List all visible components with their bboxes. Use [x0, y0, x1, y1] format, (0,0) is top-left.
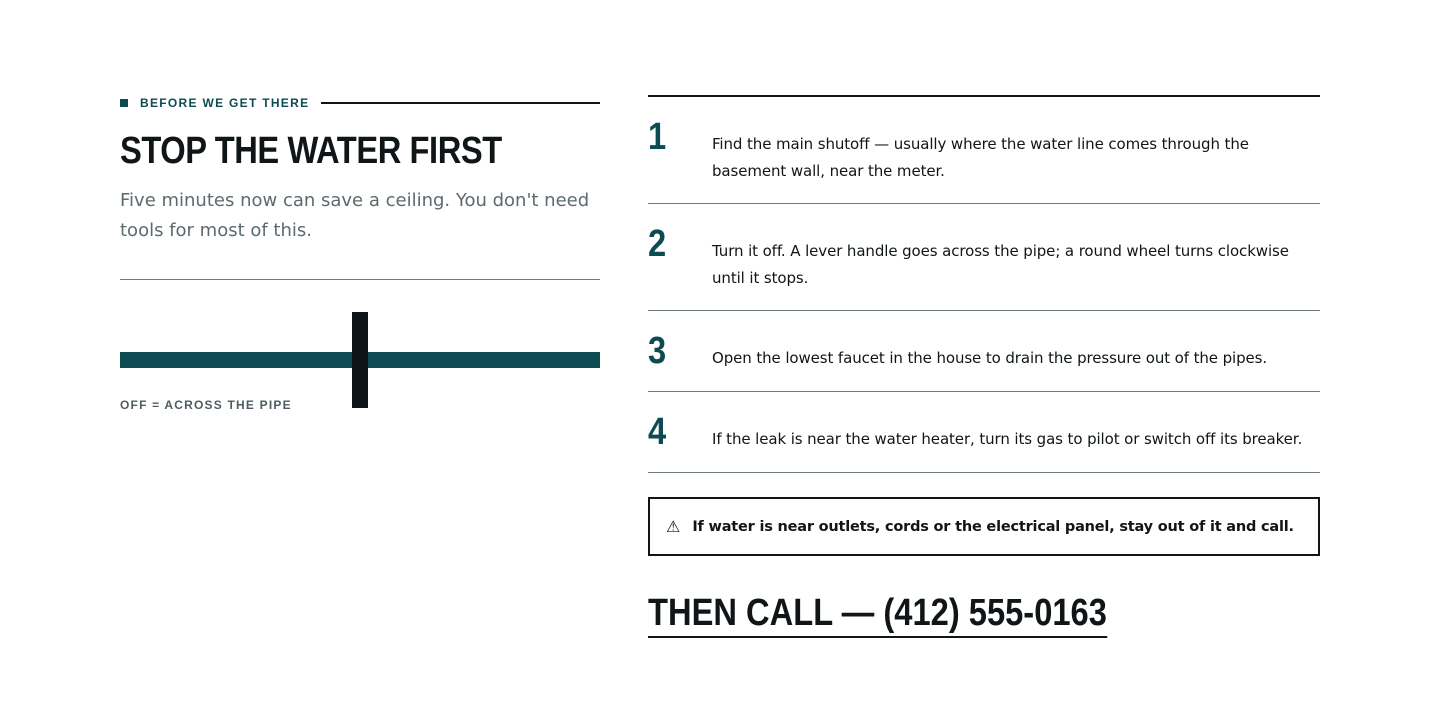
warning-triangle-icon: ⚠ [666, 516, 681, 536]
valve-handle-icon [352, 312, 368, 408]
step-item [648, 204, 1320, 311]
section-subtitle: Five minutes now can save a ceiling. You don't need tools for most of this. [120, 190, 590, 241]
step-text: Turn it off. A lever handle goes across the pipe; a round wheel turns clockwise until it stops. [712, 242, 1289, 287]
intro-section [120, 90, 600, 416]
valve-caption: OFF = ACROSS THE PIPE [120, 398, 292, 412]
eyebrow [120, 90, 600, 116]
step-item [648, 392, 1320, 473]
eyebrow-divider [321, 102, 600, 104]
section-title: STOP THE WATER FIRST [120, 130, 502, 172]
call-phone-link[interactable]: THEN CALL — (412) 555-0163 [648, 590, 1107, 638]
electrical-warning [648, 497, 1320, 556]
step-text: Open the lowest faucet in the house to drain the pressure out of the pipes. [712, 349, 1268, 367]
valve-diagram [120, 296, 600, 416]
step-number: 1 [648, 116, 667, 158]
step-item [648, 311, 1320, 392]
steps-list [648, 97, 1320, 473]
eyebrow-square-icon [120, 99, 128, 107]
step-number: 4 [648, 411, 667, 453]
section-divider [120, 279, 600, 280]
steps-section [648, 95, 1320, 638]
eyebrow-label: BEFORE WE GET THERE [140, 96, 310, 110]
step-text: Find the main shutoff — usually where the water line comes through the basement wall, near the meter. [712, 135, 1249, 180]
step-number: 3 [648, 330, 667, 372]
step-text: If the leak is near the water heater, turn its gas to pilot or switch off its breaker. [712, 430, 1303, 448]
step-item [648, 97, 1320, 204]
step-number: 2 [648, 223, 667, 265]
warning-text: If water is near outlets, cords or the electrical panel, stay out of it and call. [692, 518, 1294, 535]
